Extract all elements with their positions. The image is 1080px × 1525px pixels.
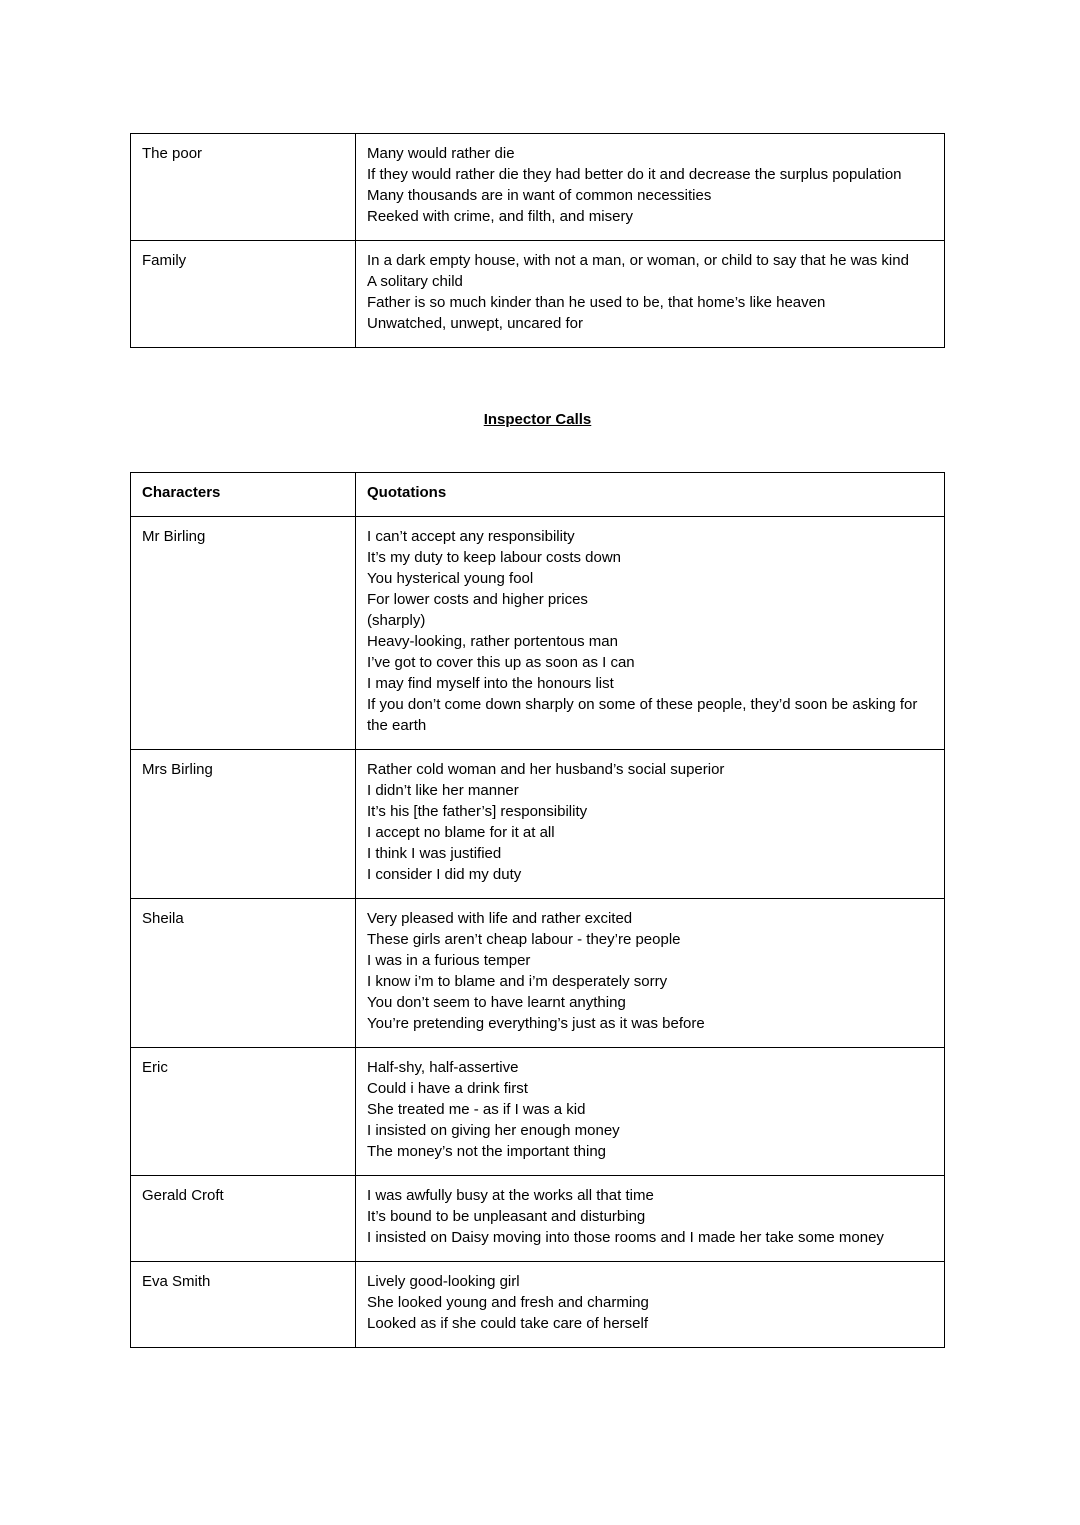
quote-line: I may find myself into the honours list xyxy=(367,675,614,692)
characters-quotes-table-body xyxy=(131,517,945,1348)
section-heading-text: Inspector Calls xyxy=(483,411,592,428)
quote-line: I didn’t like her manner xyxy=(367,782,519,799)
row-quotations xyxy=(356,1176,945,1262)
quote-line: Many thousands are in want of common necessities xyxy=(367,187,712,204)
quote-line: You don’t seem to have learnt anything xyxy=(367,994,626,1011)
row-quotations xyxy=(356,750,945,899)
quote-line: Unwatched, unwept, uncared for xyxy=(367,315,583,332)
row-label: Mrs Birling xyxy=(131,750,356,899)
quote-line: I’ve got to cover this up as soon as I can xyxy=(367,654,635,671)
characters-quotes-table xyxy=(130,472,945,1348)
quote-line: Could i have a drink first xyxy=(367,1080,528,1097)
quote-line: Father is so much kinder than he used to be, that home’s like heaven xyxy=(367,294,826,311)
quote-line: I insisted on giving her enough money xyxy=(367,1122,620,1139)
quote-line: The money’s not the important thing xyxy=(367,1143,607,1160)
quote-line: You hysterical young fool xyxy=(367,570,534,587)
quotations-column-header: Quotations xyxy=(356,473,945,517)
table-row xyxy=(131,750,945,899)
themes-quotes-table-body xyxy=(131,134,945,348)
quote-line: I consider I did my duty xyxy=(367,866,522,883)
row-label: Mr Birling xyxy=(131,517,356,750)
table-row xyxy=(131,517,945,750)
table-row xyxy=(131,1262,945,1348)
row-label: Family xyxy=(131,241,356,348)
row-quotations xyxy=(356,1048,945,1176)
quote-line: (sharply) xyxy=(367,612,426,629)
quote-line: Half-shy, half-assertive xyxy=(367,1059,519,1076)
quote-line: In a dark empty house, with not a man, or woman, or child to say that he was kind xyxy=(367,252,909,269)
row-label: Gerald Croft xyxy=(131,1176,356,1262)
quote-line: I accept no blame for it at all xyxy=(367,824,555,841)
quote-line: Rather cold woman and her husband’s social superior xyxy=(367,761,725,778)
quote-line: For lower costs and higher prices xyxy=(367,591,588,608)
row-label: Eric xyxy=(131,1048,356,1176)
quote-line: I think I was justified xyxy=(367,845,502,862)
quote-line: If you don’t come down sharply on some of these people, they’d soon be asking for the earth xyxy=(367,696,918,734)
quote-line: Looked as if she could take care of herself xyxy=(367,1315,649,1332)
quote-line: I was in a furious temper xyxy=(367,952,531,969)
quote-line: Many would rather die xyxy=(367,145,515,162)
table-row xyxy=(131,1048,945,1176)
row-quotations xyxy=(356,1262,945,1348)
quote-line: Very pleased with life and rather excited xyxy=(367,910,633,927)
quote-line: These girls aren’t cheap labour - they’re people xyxy=(367,931,681,948)
themes-quotes-table xyxy=(130,133,945,348)
quote-line: It’s his [the father’s] responsibility xyxy=(367,803,588,820)
row-quotations xyxy=(356,899,945,1048)
quote-line: I was awfully busy at the works all that time xyxy=(367,1187,654,1204)
row-quotations xyxy=(356,134,945,241)
row-quotations xyxy=(356,241,945,348)
quote-line: She looked young and fresh and charming xyxy=(367,1294,649,1311)
row-label: The poor xyxy=(131,134,356,241)
row-label: Eva Smith xyxy=(131,1262,356,1348)
quote-line: Heavy-looking, rather portentous man xyxy=(367,633,618,650)
section-heading xyxy=(130,409,945,430)
quote-line: I can’t accept any responsibility xyxy=(367,528,575,545)
quote-line: Lively good-looking girl xyxy=(367,1273,520,1290)
quote-line: Reeked with crime, and filth, and misery xyxy=(367,208,633,225)
quote-line: If they would rather die they had better do it and decrease the surplus population xyxy=(367,166,902,183)
table-row xyxy=(131,134,945,241)
table-row xyxy=(131,241,945,348)
table-row xyxy=(131,1176,945,1262)
quote-line: A solitary child xyxy=(367,273,463,290)
quote-line: I insisted on Daisy moving into those rooms and I made her take some money xyxy=(367,1229,884,1246)
quote-line: It’s my duty to keep labour costs down xyxy=(367,549,622,566)
row-label: Sheila xyxy=(131,899,356,1048)
quote-line: You’re pretending everything’s just as it was before xyxy=(367,1015,705,1032)
row-quotations xyxy=(356,517,945,750)
table-row xyxy=(131,899,945,1048)
quote-line: It’s bound to be unpleasant and disturbing xyxy=(367,1208,646,1225)
characters-column-header: Characters xyxy=(131,473,356,517)
table-header-row xyxy=(131,473,945,517)
quote-line: I know i’m to blame and i’m desperately sorry xyxy=(367,973,668,990)
quote-line: She treated me - as if I was a kid xyxy=(367,1101,586,1118)
